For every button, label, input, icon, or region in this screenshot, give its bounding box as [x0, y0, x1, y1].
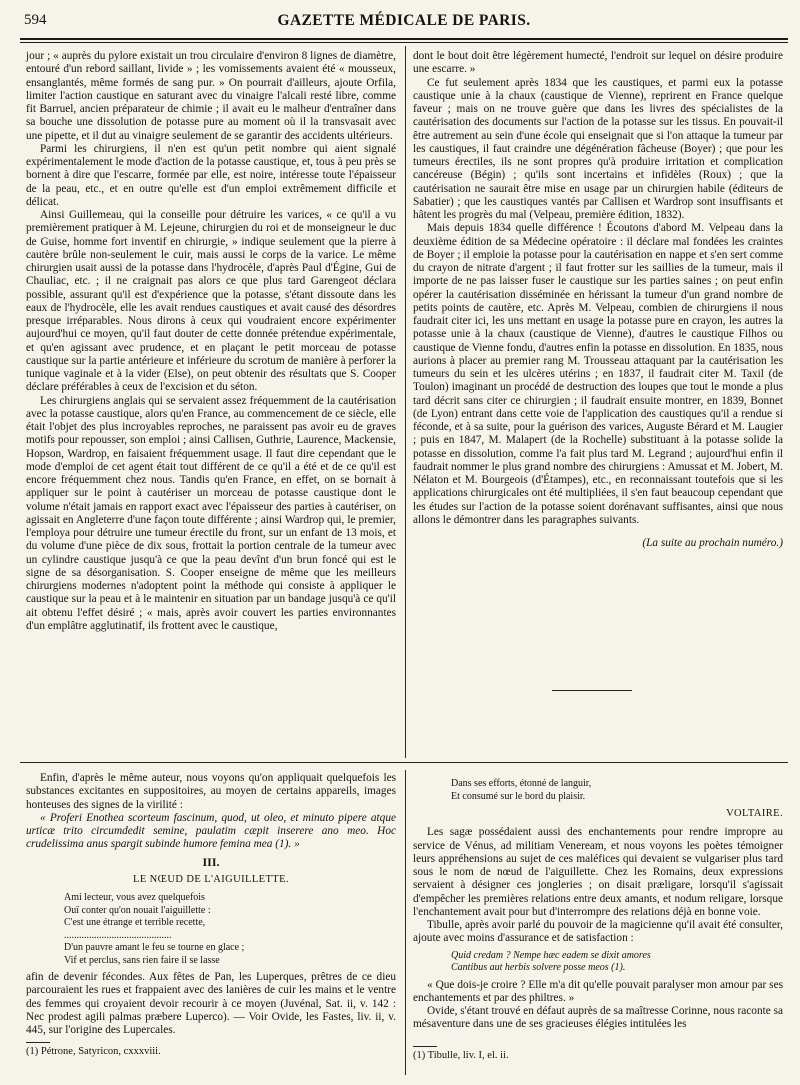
paragraph: Les chirurgiens anglais qui se servaient assez fréquemment de la cautérisation avec la potasse caustique, alors qu'en France, au commencement de ce siècle, elle était l'objet des plus incroyables reproches, ne paraissent pas avoir eu de graves motifs pour repousser, son emploi ; ainsi Callisen, Guthrie, Laurence, Mackensie, Hopson, Wardrop, en faisaient fréquemment usage. Il faut dire cependant que le mode d'emploi de cet agent était tout différent de ce qu'il a été et de ce qu'il est encore fréquemment chez nous. Tandis qu'en France, en effet, on se bornait à appliquer sur le point à cautériser un morceau de potasse caustique dont le volume n'était jamais en rapport exact avec l'épaisseur des parties à cautériser, on agissait en Angleterre d'une façon toute différente ; ainsi Wardrop qui, le premier, l'employa pour détruire une tumeur érectile du front, sur un enfant de 13 mois, et du volume d'une pièce de dix sous, frottait la portion centrale de la tumeur avec un cylindre caustique jusqu'à ce que la peau devînt d'un brun foncé qui est le signe de sa désorganisation. S. Cooper enseigne de même que les meilleurs chirurgiens modernes n'adoptent point la méthode qui consiste à appliquer le caustique sur la peau et à le maintenir en situation par un bandage jusqu'à ce qu'il ait obtenu l'effet désiré ; « mais, après avoir couvert les parties environnantes d'un emplâtre agglutinatif, ils frottent avec le caustique,	[26, 394, 396, 632]
section-number: III.	[202, 854, 220, 869]
paragraph: jour ; « auprès du pylore existait un trou circulaire d'environ 8 lignes de diamètre, entouré d'un rebord saillant, livide » ; les vomissements avaient été « mousseux, ensanglantés, même formés de sang pur. » On pourrait d'ailleurs, ajoute Orfila, limiter l'action caustique en saturant avec du vinaigre l'alcali resté libre, comme fit Barruel, ancien préparateur de chimie ; il avait eu le malheur d'entraîner dans sa bouche une dissolution de potasse pure au moment où il la transvasait avec une pipette, et il dut au vinaigre seulement de se garantir des accidents ultérieurs.	[26, 50, 396, 142]
verse-line: Quid credam ? Nempe hæc eadem se dixit amores	[451, 949, 651, 961]
paragraph: Enfin, d'après le même auteur, nous voyons qu'on appliquait quelquefois les substances excitantes en suppositoires, au moyen de certains appareils, images honteuses des signes de la virilité :	[26, 772, 396, 811]
verse-line: C'est une étrange et terrible recette,	[64, 917, 206, 928]
verse-line: Ouï conter qu'on nouait l'aiguillette :	[64, 904, 211, 916]
feuilleton-divider	[20, 762, 788, 763]
page-header	[20, 10, 788, 32]
paragraph: Les sagæ possédaient aussi des enchantements pour rendre impropre au service de Vénus, ad militiam Veneream, et nous voyons les poètes témoigner leurs appréhensions au sujet de ces maléfices qui devaient se vulgariser plus tard sous le nom de nœud de l'aiguillette. Chez les Romains, deux expressions servaient à désigner ces jongleries ; on disait præligare, lorsqu'il s'agissait d'empêcher les premières relations entre deux amants, et nodum religare, lorsque l'enchantement avait pour but d'interrompre des relations déjà en bonne voie.	[413, 826, 783, 918]
feuilleton-column-left	[26, 772, 396, 1059]
paragraph: Mais depuis 1834 quelle différence ! Écoutons d'abord M. Velpeau dans la deuxième édition de sa Médecine opératoire : il déclare mal fondées les craintes de Boyer ; il emploie la potasse pour la cautérisation en nappe et s'en sert comme du crayon de nitrate d'argent ; il faut frotter sur les saillies de la tumeur, mais il importe de ne pas laisser fuser le caustique sur les parties saines ; on peut enfin opérer la cautérisation disséminée en hérissant la tumeur d'un grand nombre de petits points de cautère, etc. Après M. Velpeau, combien de chirurgiens il nous faudrait citer ici, les uns mettant en usage la potasse pure en crayon, les autres la potasse unie à la chaux (caustique de Vienne), d'autres le caustique Filhos ou caustique de Vienne fondu, d'autres enfin la potasse en dissolution. En 1835, nous aurions à placer au premier rang M. Trousseau attaquant par la cautérisation les tumeurs du sein et les ulcères utérins ; en 1837, il faudrait citer M. Taxil (de Toulon) imaginant un procédé de destruction des loupes que tout le monde a plus tard décrit sans citer ce chirurgien ; il faudrait ensuite montrer, en 1839, Bonnet (de Lyon) entrant dans cette voie de l'application des caustiques qu'il a rendue si féconde, et à sa suite, pour la guérison des varices, Auguste Bérard et M. Laugier ; puis en 1847, M. Malapert (de la Rochelle) substituant à la potasse solide la potasse en dissolution, comme l'a fait plus tard M. Legrand ; aujourd'hui enfin il faudrait nommer le plus grand nombre des chirurgiens : Amussat et M. Jobert, M. Nélaton et M. Bourgeois (d'Étampes), etc., en reconnaissant toutefois que si les applications chirurgicales ont été multipliées, il s'en faut beaucoup cependant que les études sur l'action de la potasse soient dorénavant suffisantes, ainsi que nous allons le démontrer dans les paragraphes suivants.	[413, 222, 783, 526]
paragraph: Ainsi Guillemeau, qui la conseille pour détruire les varices, « ce qu'il a vu premièrement pratiquer à M. Lejeune, chirurgien du roi et de monseigneur le duc de Guise, homme fort inventif en chirurgie, » indique seulement que la pierre à cautère brûle non-seulement le cuir, mais aussi le corps de la varice. Le même chirurgien usait aussi de la potasse dans l'hydrocèle, d'après Paul d'Égine, Gui de Chauliac, etc. ; il ne craignait pas alors ce que plus tard Garengeot déclara possible, assurant qu'il est d'expérience que la potasse, s'étant dissoute dans les eaux de l'hydrocèle, elle les avait rendues caustiques et avait causé des désordres presque irréparables. Nous dirons à ceux qui voudraient encore expérimenter aujourd'hui ce moyen, qu'il faut douter de cette donnée prétendue expérimentale, et qu'en agissant avec prudence, et en plaçant le petit morceau de potasse caustique sur la partie antérieure et inférieure du scrotum de manière à perforer la tunique vaginale et à la vider (Else), on peut obtenir des résultats que S. Cooper déclare préférables à ceux de l'excision et du séton.	[26, 209, 396, 394]
paragraph: Tibulle, après avoir parlé du pouvoir de la magicienne qu'il avait été consulter, ajoute avec moins d'assurance et de satisfaction :	[413, 919, 783, 945]
end-of-article-rule	[552, 690, 632, 691]
verse-line: Dans ses efforts, étonné de languir,	[451, 778, 592, 789]
footnote: (1) Tibulle, liv. I, el. ii.	[413, 1049, 509, 1061]
footnote: (1) Pétrone, Satyricon, cxxxviii.	[26, 1046, 161, 1058]
section-title: LE NŒUD DE L'AIGUILLETTE.	[133, 873, 289, 885]
paragraph: Ce fut seulement après 1834 que les caustiques, et parmi eux la potasse caustique unie à la chaux (caustique de Vienne), reprirent en France quelque faveur ; mais on ne trouve guère que dans les livres des spécialistes de la cautérisation des documents sur l'action de la potasse sur les tissus. En pouvait-il être autrement au sein d'une école qui enseignait que si l'on attaque la tumeur par les caustiques, il faut craindre une dégénération fâcheuse (Boyer) ; que pour les tumeurs érectiles, ils ne sont propres qu'à produire irritation et complication cancéreuse (Bégin) ; qu'ils sont incertains et infidèles (Roux) ; que la cautérisation ne saurait être mise en usage par un chirurgien habile (éditeurs de Sabatier) ; que les caustiques vantés par Callisen et Wardrop sont insuffisants et hâtent les progrès du mal (Velpeau, première édition, 1832).	[413, 76, 783, 221]
header-rule-thick	[20, 38, 788, 40]
paragraph: « Que dois-je croire ? Elle m'a dit qu'elle pouvait paralyser mon amour par ses enchantements et par des philtres. »	[413, 978, 783, 1004]
article-column-right	[413, 50, 783, 550]
verse-block	[64, 892, 396, 967]
feuilleton-column-right	[413, 772, 783, 1062]
paragraph: Parmi les chirurgiens, il n'en est qu'un petit nombre qui aient signalé expérimentalement le mode d'action de la potasse caustique, et, tous à peu près se bornent à dire que l'escarre, formée par elle, est noire, intéresse toute l'épaisseur de la peau, etc., et en outre qu'elle est d'un emploi extrêmement difficile et délicat.	[26, 142, 396, 208]
journal-title: GAZETTE MÉDICALE DE PARIS.	[277, 12, 531, 29]
verse-line: Vif et perclus, sans rien faire il se lasse	[64, 954, 220, 966]
continuation-note: (La suite au prochain numéro.)	[642, 537, 783, 549]
feuilleton-column-divider	[405, 770, 406, 1075]
paragraph: Ovide, s'étant trouvé en défaut auprès de sa maîtresse Corinne, nous raconte sa mésaventure dans une de ses gracieuses élégies intitulées les	[413, 1005, 783, 1031]
verse-line: Ami lecteur, vous avez quelquefois	[64, 892, 205, 903]
verse-block	[451, 950, 783, 975]
footnote-rule	[26, 1042, 50, 1043]
verse-attribution: VOLTAIRE.	[726, 808, 783, 819]
footnote-rule	[413, 1046, 437, 1047]
verse-line: ...........................................	[64, 929, 172, 941]
article-column-left	[26, 50, 396, 633]
verse-line: D'un pauvre amant le feu se tourne en glace ;	[64, 942, 245, 953]
paragraph: afin de devenir fécondes. Aux fêtes de Pan, les Luperques, prêtres de ce dieu parcouraient les rues et frappaient avec des lanières de cuir les mains et le ventre des femmes qui croyaient devoir recourir à ce moyen (Juvénal, Sat. ii, v. 142 : Nec prodest agili palmas præbere Luperco). — Voir Ovide, les Fastes, liv. ii, v. 445, sur l'origine des Lupercales.	[26, 971, 396, 1036]
header-rule-thin	[20, 42, 788, 43]
verse-line: Et consumé sur le bord du plaisir.	[451, 790, 586, 802]
column-divider	[405, 46, 406, 758]
verse-block	[451, 778, 783, 803]
paragraph: dont le bout doit être légèrement humecté, l'endroit sur lequel on désire produire une escarre. »	[413, 50, 783, 76]
latin-quotation: « Proferi Enothea scorteum fascinum, quod, ut oleo, et minuto pipere atque urticæ trito circumdedit semine, paulatim cæpit inserere ano meo. Hoc crudelissima anus spargit subinde humore femina mea (1). »	[26, 811, 396, 851]
page-number: 594	[24, 12, 47, 28]
verse-line: Cantibus aut herbis solvere posse meos (1).	[451, 962, 626, 973]
